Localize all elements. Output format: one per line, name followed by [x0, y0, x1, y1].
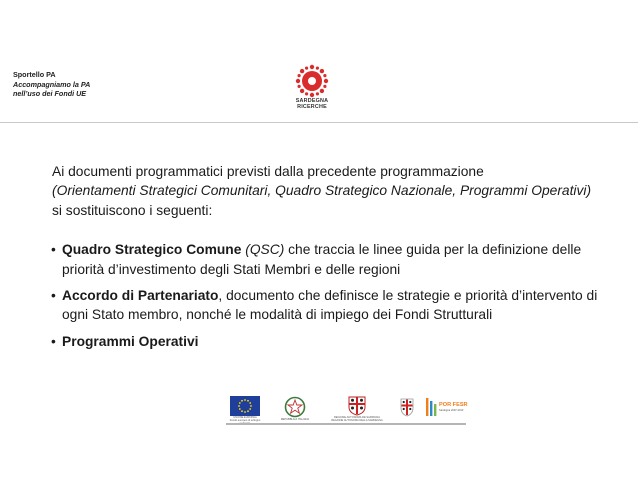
bullet-title: Quadro Strategico Comune	[62, 242, 242, 258]
italian-emblem-icon	[284, 396, 306, 418]
intro-text: Ai documenti programmatici previsti dalla precedente programmazione	[52, 164, 484, 179]
regional-crest-logo	[400, 397, 416, 422]
brand-subtitle: Accompagniamo la PA	[13, 79, 91, 89]
slide-body	[52, 162, 602, 358]
header	[0, 0, 638, 125]
regione-sardegna-logo	[328, 396, 386, 422]
sardegna-ricerche-emblem-icon	[295, 64, 329, 98]
logo-text-ricerche: RICERCHE	[297, 104, 327, 111]
eu-caption: UNIONE EUROPEA	[233, 416, 257, 419]
list-item	[52, 332, 602, 351]
eu-logo	[226, 396, 264, 425]
eu-caption-fund: Fondo europeo di sviluppo	[229, 419, 261, 422]
bullet-dot: •	[51, 288, 56, 304]
bullet-abbrev: (QSC)	[241, 242, 285, 258]
bullet-text: che traccia le linee guida per la definizione delle priorità d’investimento degli Stati Membri e delle regioni	[62, 242, 582, 277]
intro-paragraph	[52, 162, 602, 220]
footer-divider	[226, 423, 466, 425]
bullet-text: , documento che definisce le strategie e priorità d’intervento di ogni Stato membro, nonché le modalità di impiego dei Fondi Strutturali	[62, 288, 598, 323]
por-stripes-icon	[425, 396, 439, 418]
repubblica-italiana-logo	[277, 396, 313, 421]
it-caption: REPUBBLICA ITALIANA	[280, 418, 310, 421]
intro-end-text: si sostituiscono i seguenti:	[52, 202, 213, 218]
por-fesr-label: POR FESR	[439, 402, 468, 408]
logo-text-sardegna: SARDEGNA	[295, 98, 329, 104]
por-fesr-logo	[425, 396, 468, 426]
sardegna-shield-icon	[348, 396, 366, 416]
sportello-pa-brand	[13, 70, 90, 99]
brand-tagline: nell’uso dei Fondi UE	[13, 89, 87, 99]
list-item	[52, 240, 602, 279]
intro-italic-text: (Orientamenti Strategici Comunitari, Quadro Strategico Nazionale, Programmi Operativi)	[52, 183, 592, 199]
bullet-title: Accordo di Partenariato	[62, 288, 219, 304]
footer-logos	[0, 390, 638, 430]
eu-flag-icon	[230, 396, 260, 416]
bullet-title: Programmi Operativi	[62, 333, 199, 349]
por-fesr-sub: Sardegna 2007-2013	[439, 409, 464, 412]
sardegna-caption-sardo: REGIONE AUTONOMA DE SARDIGNA	[334, 416, 380, 419]
bullet-dot: •	[51, 242, 56, 258]
sardegna-caption-italiano: REGIONE AUTONOMA DELLA SARDEGNA	[331, 419, 383, 422]
header-divider	[0, 122, 638, 123]
sardegna-ricerche-logo	[288, 64, 336, 122]
bullet-dot: •	[51, 333, 56, 349]
bullet-list	[52, 240, 602, 351]
list-item	[52, 286, 602, 325]
crest-icon	[400, 397, 414, 417]
brand-title: Sportello PA	[13, 70, 56, 79]
